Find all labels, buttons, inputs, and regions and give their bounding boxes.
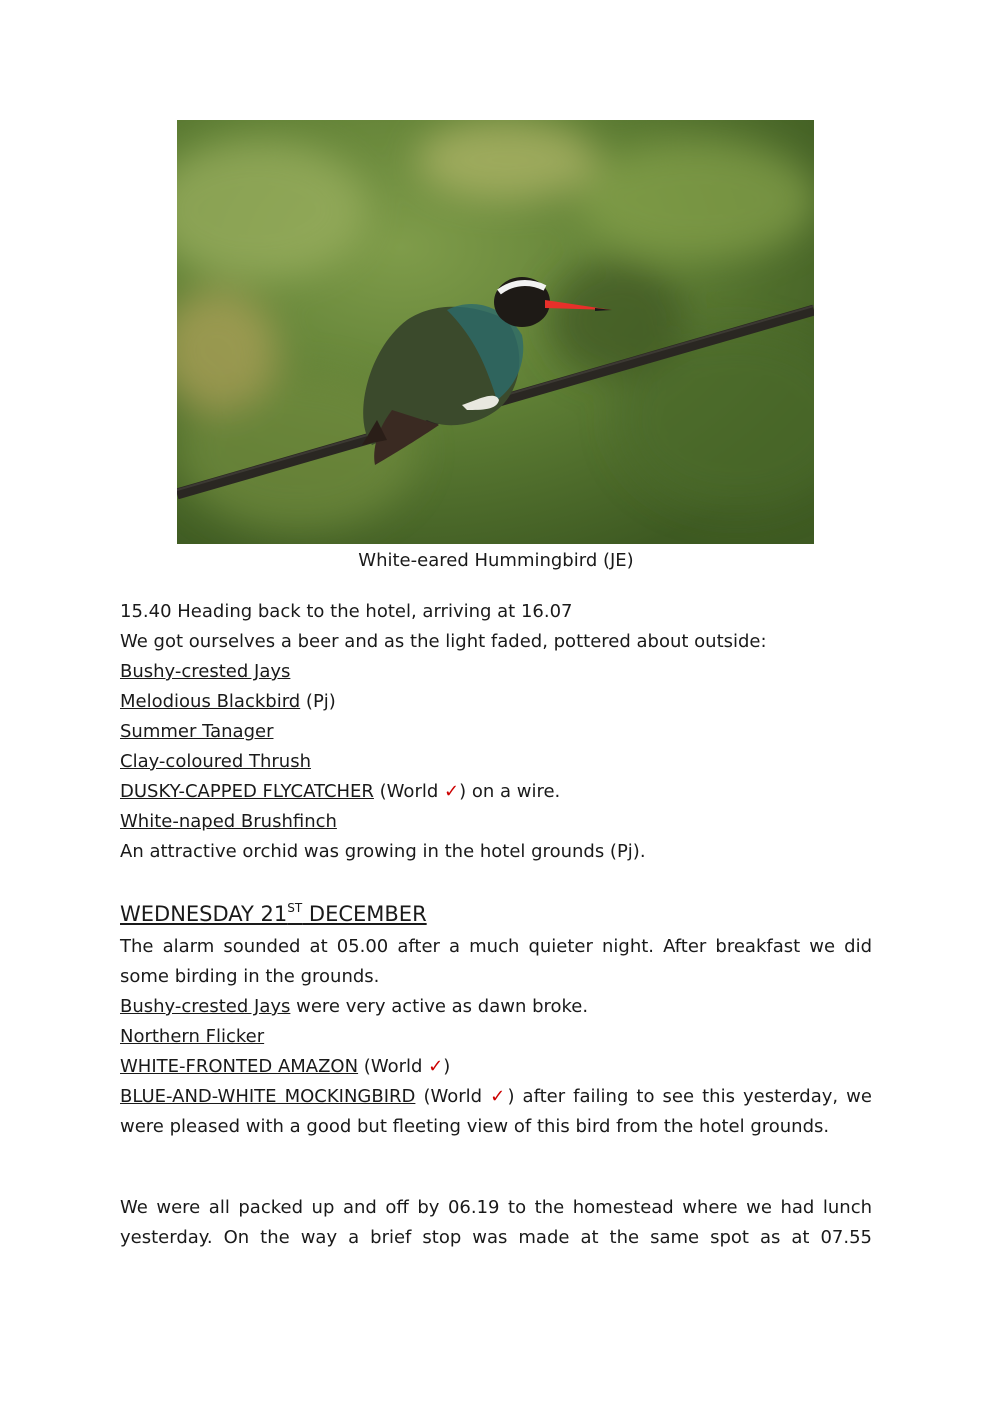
bird-name: Melodious Blackbird: [120, 691, 301, 712]
check-icon: ✓: [428, 1056, 444, 1077]
world-note: (World: [373, 781, 444, 802]
bird-name: BLUE-AND-WHITE MOCKINGBIRD: [120, 1086, 416, 1107]
beer-line: We got ourselves a beer and as the light faded, pottered about outside:: [120, 631, 767, 652]
bird-name: DUSKY-CAPPED FLYCATCHER: [120, 781, 374, 802]
heading-sup: ST: [287, 901, 303, 915]
bird-name: Bushy-crested Jays: [120, 661, 291, 682]
mockingbird-paragraph: [120, 1082, 872, 1142]
world-note-end: ) on a wire.: [459, 781, 561, 802]
hummingbird-photo: [177, 120, 814, 544]
check-icon: ✓: [490, 1086, 508, 1107]
mockingbird-note: ) after failing to see this yesterday, we were pleased with a good but fleeting view of this bird from the hotel grounds.: [120, 1086, 872, 1137]
observer-note: (Pj): [300, 691, 336, 712]
bird-name: Northern Flicker: [120, 1026, 265, 1047]
bird-name: White-naped Brushfinch: [120, 811, 337, 832]
bird-name: Bushy-crested Jays: [120, 996, 291, 1017]
return-to-hotel-line: 15.40 Heading back to the hotel, arriving at 16.07: [120, 601, 573, 622]
flicker-line: [120, 1022, 872, 1052]
alarm-paragraph: The alarm sounded at 05.00 after a much quieter night. After breakfast we did some birding in the grounds.: [120, 936, 872, 987]
bird-line-6: [120, 807, 872, 837]
photo-caption: White-eared Hummingbird (JE): [358, 550, 634, 571]
bird-line-5: [120, 777, 872, 807]
heading-post: DECEMBER: [302, 902, 427, 926]
world-note-end: ): [443, 1056, 451, 1077]
bird-line-1: [120, 657, 872, 687]
jays-note: were very active as dawn broke.: [290, 996, 589, 1017]
morning-section: [120, 932, 872, 1142]
world-note: (World: [415, 1086, 491, 1107]
day-heading: [120, 898, 427, 930]
evening-birds-section: [120, 597, 872, 867]
jays-line: [120, 992, 872, 1022]
bird-line-2: [120, 687, 872, 717]
world-note: (World: [358, 1056, 429, 1077]
heading-pre: WEDNESDAY 21: [120, 902, 288, 926]
bird-name: Summer Tanager: [120, 721, 274, 742]
amazon-line: [120, 1052, 872, 1082]
departure-line-1: We were all packed up and off by 06.19 to the homestead where we had lunch: [120, 1197, 872, 1218]
bird-line-3: [120, 717, 872, 747]
check-icon: ✓: [444, 781, 460, 802]
bird-name: Clay-coloured Thrush: [120, 751, 311, 772]
bird-line-4: [120, 747, 872, 777]
orchid-line: An attractive orchid was growing in the hotel grounds (Pj).: [120, 841, 646, 862]
departure-section: [120, 1193, 872, 1253]
bird-name: WHITE-FRONTED AMAZON: [120, 1056, 359, 1077]
departure-line-2: yesterday. On the way a brief stop was made at the same spot as at 07.55: [120, 1227, 872, 1248]
